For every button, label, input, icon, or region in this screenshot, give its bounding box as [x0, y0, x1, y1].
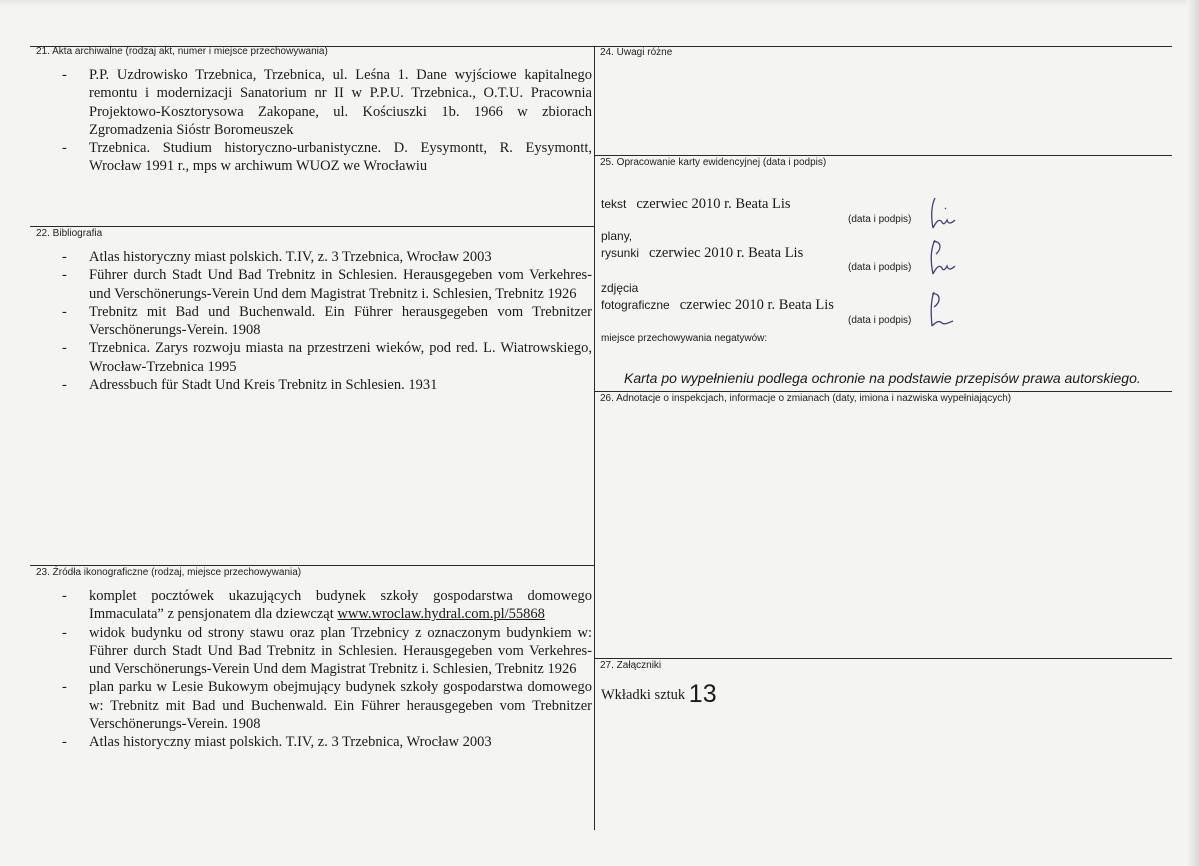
foto-value: czerwiec 2010 r. Beata Lis [679, 297, 834, 313]
sig-caption: (data i podpis) [848, 262, 912, 273]
rysunki-row [601, 245, 803, 262]
foto-row [601, 297, 834, 314]
rysunki-value: czerwiec 2010 r. Beata Lis [649, 245, 804, 261]
attachments-count: 13 [688, 680, 717, 708]
section-27-title: 27. Załączniki [600, 660, 662, 671]
list-item: - Atlas historyczny miast polskich. T.IV, z. 3 Trzebnica, Wrocław 2003 [62, 248, 592, 266]
list-item: - Trebnitz mit Bad und Buchenwald. Ein Führer herausgegeben vom Trebnitzer Verschönerungs-Verein. 1908 [62, 303, 592, 340]
list-item: - Atlas historyczny miast polskich. T.IV, z. 3 Trzebnica, Wrocław 2003 [62, 733, 592, 751]
sig-caption: (data i podpis) [848, 315, 912, 326]
section-22-list [62, 248, 592, 394]
copyright-note: Karta po wypełnieniu podlega ochronie na podstawie przepisów prawa autorskiego. [624, 370, 1141, 386]
signature-2 [926, 238, 960, 278]
signature-1 [926, 196, 960, 232]
tekst-label: tekst [601, 197, 627, 211]
section-23-list [62, 587, 592, 752]
section-22-title: 22. Bibliografia [36, 228, 103, 239]
page-right-edge [1187, 0, 1199, 866]
negatywy-label: miejsce przechowywania negatywów: [601, 333, 768, 344]
sig-caption: (data i podpis) [848, 214, 912, 225]
tekst-row [601, 196, 791, 213]
list-item [62, 587, 592, 624]
page-top-edge [0, 0, 1199, 6]
list-item: - Adressbuch für Stadt Und Kreis Trebnitz in Schlesien. 1931 [62, 376, 592, 394]
section-26-title: 26. Adnotacje o inspekcjach, informacje o zmianach (daty, imiona i nazwiska wypełniających) [600, 393, 1012, 404]
zdjecia-label: zdjęcia [601, 281, 639, 295]
rule-25 [594, 155, 1172, 156]
section-21-title: 21. Akta archiwalne (rodzaj akt, numer i miejsce przechowywania) [36, 46, 328, 57]
list-item: - P.P. Uzdrowisko Trzebnica, Trzebnica, ul. Leśna 1. Dane wyjściowe kapitalnego remontu i modernizacji Sanatorium nr II w P.P.U. Trzebnica., O.T.U. Pracownia Projektowo-Kosztorysowa Zakopane, ul. Kościuszki 1b. 1966 w zbiorach Zgromadzenia Sióstr Boromeuszek [62, 66, 592, 139]
list-item-text: komplet pocztówek ukazujących budynek szkoły gospodarstwa domowego Immaculata” z pensjonatem dla dziewcząt [89, 588, 592, 623]
attachments-label: Wkładki sztuk [601, 687, 686, 703]
rule-23 [30, 565, 594, 566]
tekst-value: czerwiec 2010 r. Beata Lis [636, 196, 791, 212]
list-item: - Trzebnica. Studium historyczno-urbanistyczne. D. Eysymontt, R. Eysymontt, Wrocław 1991 r., mps w archiwum WUOZ we Wrocławiu [62, 139, 592, 176]
rule-22 [30, 226, 594, 227]
list-item: - Führer durch Stadt Und Bad Trebnitz in Schlesien. Herausgegeben vom Verkehres-und Verschönerungs-Verein Und dem Magistrat Trebnitz i. Schlesien, Trebnitz 1926 [62, 266, 592, 303]
section-23-title: 23. Źródła ikonograficzne (rodzaj, miejsce przechowywania) [36, 567, 302, 578]
list-item: - plan parku w Lesie Bukowym obejmujący budynek szkoły gospodarstwa domowego w: Trebnitz mit Bad und Buchenwald. Ein Führer herausgegeben vom Trebnitzer Verschönerungs-Verein. 1908 [62, 678, 592, 733]
signature-3 [926, 290, 960, 330]
section-24-title: 24. Uwagi różne [600, 47, 673, 58]
rule-26 [594, 391, 1172, 392]
rysunki-label: rysunki [601, 246, 640, 260]
source-link[interactable]: www.wroclaw.hydral.com.pl/55868 [337, 606, 545, 623]
plany-label: plany, [601, 229, 633, 243]
list-item: - widok budynku od strony stawu oraz plan Trzebnicy z oznaczonym budynkiem w: Führer durch Stadt Und Bad Trebnitz in Schlesien. Herausgegeben vom Verkehres-und Verschönerungs-Verein Und dem Magistrat Trebnitz i. Schlesien, Trebnitz 1926 [62, 624, 592, 679]
attachments-row [601, 677, 717, 706]
rule-27 [594, 658, 1172, 659]
column-divider [594, 46, 595, 830]
foto-label: fotograficzne [601, 298, 670, 312]
list-item: - Trzebnica. Zarys rozwoju miasta na przestrzeni wieków, pod red. L. Wiatrowskiego, Wrocław-Trzebnica 1995 [62, 339, 592, 376]
section-25-title: 25. Opracowanie karty ewidencyjnej (data i podpis) [600, 157, 827, 168]
section-21-list [62, 66, 592, 176]
